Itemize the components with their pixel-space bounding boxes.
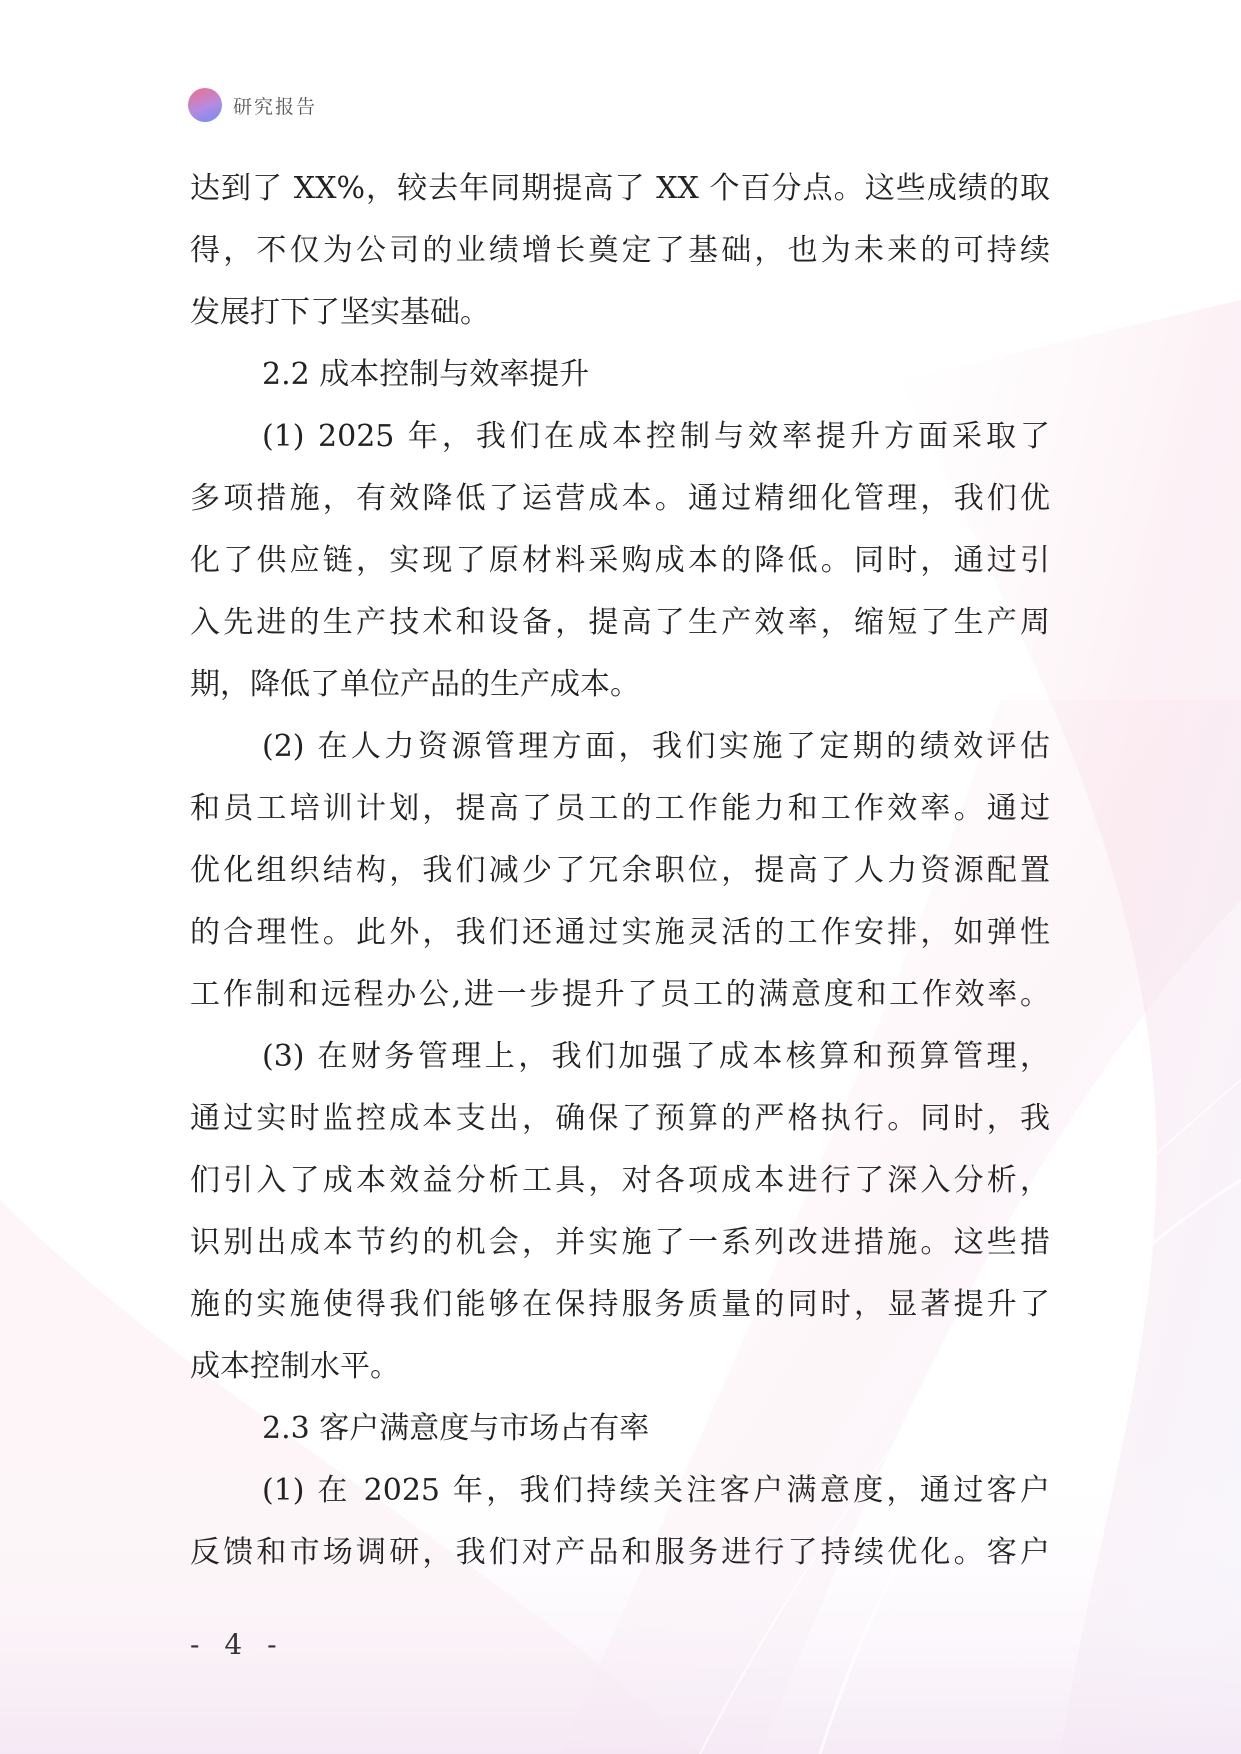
section-heading-2-3: 2.3 客户满意度与市场占有率 [262,1411,650,1446]
page-header [188,88,317,122]
body-line: 工作制和远程办公,进一步提升了员工的满意度和工作效率。 [190,977,1050,1012]
body-line: 达到了 XX%，较去年同期提高了 XX 个百分点。这些成绩的取 [190,171,1050,206]
body-line: 入先进的生产技术和设备，提高了生产效率，缩短了生产周 [190,605,1050,640]
gradient-circle-logo-icon [188,88,222,122]
body-line: (3) 在财务管理上，我们加强了成本核算和预算管理， [262,1039,1050,1074]
body-line: 通过实时监控成本支出，确保了预算的严格执行。同时，我 [190,1101,1050,1136]
body-line: 施的实施使得我们能够在保持服务质量的同时，显著提升了 [190,1287,1050,1322]
body-line: 得，不仅为公司的业绩增长奠定了基础，也为未来的可持续 [190,233,1050,268]
body-line: 反馈和市场调研，我们对产品和服务进行了持续优化。客户 [190,1535,1050,1570]
body-line: (1) 2025 年，我们在成本控制与效率提升方面采取了 [262,419,1050,454]
document-body [190,158,1070,1584]
body-line: 和员工培训计划，提高了员工的工作能力和工作效率。通过 [190,791,1050,826]
body-line: (2) 在人力资源管理方面，我们实施了定期的绩效评估 [262,729,1050,764]
body-line: 期，降低了单位产品的生产成本。 [190,667,640,702]
body-line: 成本控制水平。 [190,1349,400,1384]
body-line: 的合理性。此外，我们还通过实施灵活的工作安排，如弹性 [190,915,1050,950]
body-line: (1) 在 2025 年，我们持续关注客户满意度，通过客户 [262,1473,1050,1508]
header-title: 研究报告 [233,95,318,118]
body-line: 识别出成本节约的机会，并实施了一系列改进措施。这些措 [190,1225,1050,1260]
body-line: 们引入了成本效益分析工具，对各项成本进行了深入分析， [190,1163,1050,1198]
body-line: 多项措施，有效降低了运营成本。通过精细化管理，我们优 [190,481,1050,516]
body-line: 化了供应链，实现了原材料采购成本的降低。同时，通过引 [190,543,1050,578]
body-line: 优化组织结构，我们减少了冗余职位，提高了人力资源配置 [190,853,1050,888]
section-heading-2-2: 2.2 成本控制与效率提升 [262,357,590,392]
body-line: 发展打下了坚实基础。 [190,295,490,330]
page-number: - 4 - [190,1628,285,1661]
